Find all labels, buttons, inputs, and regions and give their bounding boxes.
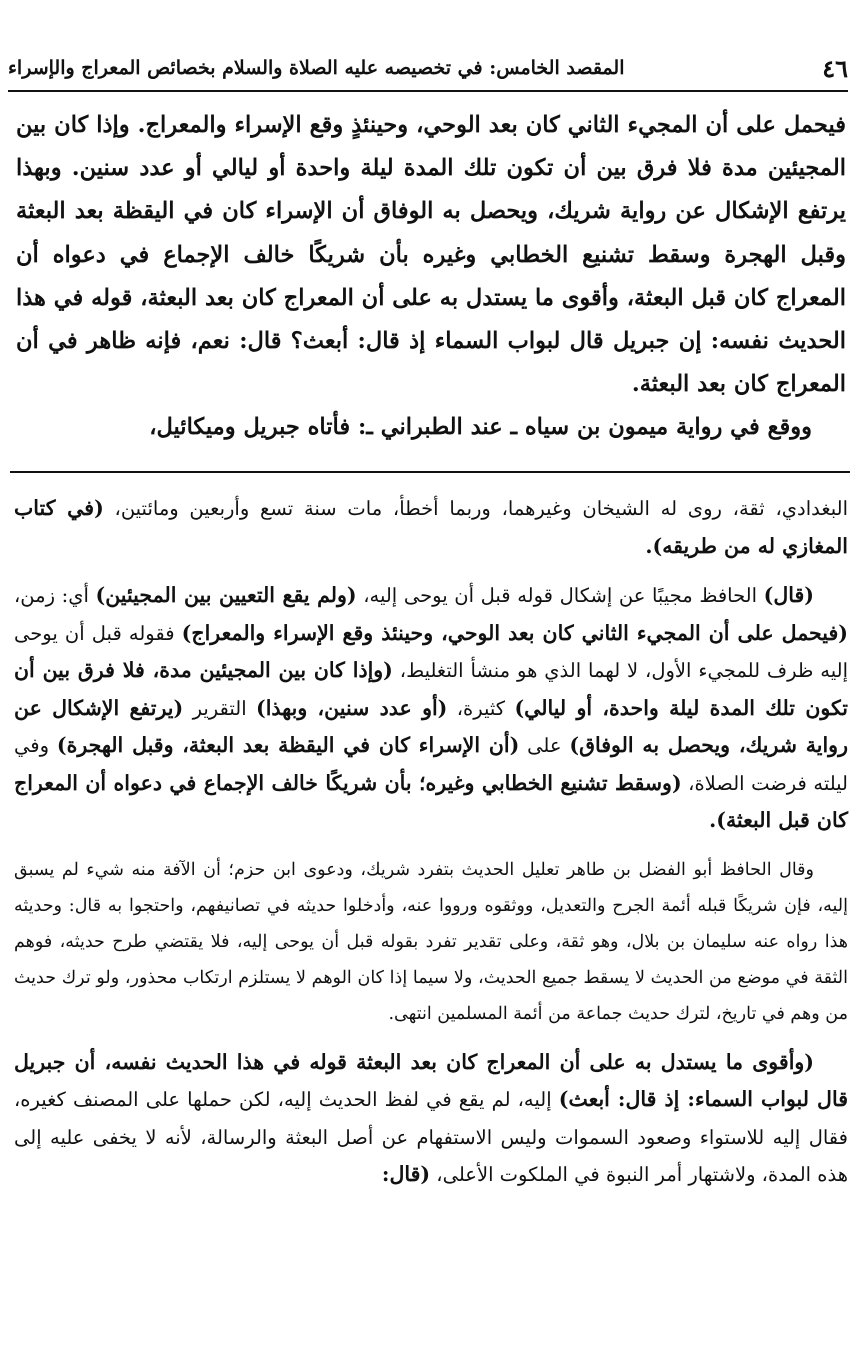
quoted-text: (يرتفع الإشكال عن رواية شريك، ويحصل به الوفاق) xyxy=(14,695,848,757)
quoted-text: (وأقوى ما يستدل به على أن المعراج كان بعد البعثة قوله في هذا الحديث نفسه، أن جبريل قال لبواب السماء: إذ قال: أبعث) xyxy=(14,1049,848,1111)
quoted-text: (ولم يقع التعيين بين المجيئين) xyxy=(95,583,357,607)
page-number: ٤٦ xyxy=(822,53,848,83)
quoted-text: (أو عدد سنين، وبهذا) xyxy=(256,695,448,720)
commentary-paragraph xyxy=(14,490,848,565)
commentary-text: فقوله قبل أن يوحى إليه ظرف للمجيء الأول، لا لهما الذي هو منشأ التغليط، xyxy=(14,621,849,682)
commentary-text: البغدادي، ثقة، روى له الشيخان وغيرهما، وربما أخطأ، مات سنة تسع وأربعين ومائتين، xyxy=(103,497,848,520)
commentary-text: أي: زمن، xyxy=(14,584,96,607)
quoted-text: (فيحمل على أن المجيء الثاني كان بعد الوحي، وحينئذ وقع الإسراء والمعراج) xyxy=(181,620,848,645)
commentary-block xyxy=(14,490,848,1194)
quoted-text: (وإذا كان بين المجيئين مدة، فلا فرق بين أن تكون تلك المدة ليلة واحدة، أو ليالي) xyxy=(14,658,849,720)
commentary-text: التقرير xyxy=(183,696,257,720)
section-divider xyxy=(10,471,850,473)
commentary-text: إليه، لم يقع في لفظ الحديث إليه، لكن حملها على المصنف كغيره، فقال إليه للاستواء وصعود السموات وليس الاستفهام عن أصل البعثة والرسالة، لأنه لا يخفى عليه إلى هذه المدة، ولاشتهار أمر النبوة في الملكوت الأعلى، xyxy=(14,1088,848,1186)
commentary-text: كثيرة، xyxy=(447,696,515,720)
quoted-text: (قال: xyxy=(381,1162,431,1186)
quoted-text: (أن الإسراء كان في اليقظة بعد البعثة، وقبل الهجرة) xyxy=(56,733,520,757)
commentary-paragraph: وقال الحافظ أبو الفضل بن طاهر تعليل الحديث بتفرد شريك، ودعوى ابن حزم؛ أن الآفة منه شيء لم يسبق إليه، فإن شريكًا قبله أئمة الجرح والتعديل، ووثقوه ورووا عنه، وأدخلوا حديثه في تصانيفهم، واحتجوا به قال: وحديثه هذا رواه عنه سليمان بن بلال، وهو ثقة، وعلى تقدير تفرد بقوله قبل أن يوحى إليه، فلا يقتضي طرح حديثه، فوهم الثقة في موضع من الحديث لا يسقط جميع الحديث، ولا سيما إذا كان الوهم لا يستلزم ارتكاب محذور، ولو ترك حديث من وهم في تاريخ، لترك حديث جماعة من أئمة المسلمين انتهى. xyxy=(14,859,848,1024)
main-text-block xyxy=(16,104,846,450)
commentary-text: وفي ليلته فرضت الصلاة، xyxy=(14,734,848,795)
quoted-text: (في كتاب المغازي له من طريقه). xyxy=(14,496,848,558)
main-paragraph: فيحمل على أن المجيء الثاني كان بعد الوحي، وحينئذٍ وقع الإسراء والمعراج. وإذا كان بين المجيئين مدة فلا فرق بين أن تكون تلك المدة ليلة واحدة أو ليالي أو عدد سنين. وبهذا يرتفع الإشكال عن رواية شريك، ويحصل به الوفاق أن الإسراء كان في اليقظة بعد البعثة وقبل الهجرة وسقط تشنيع الخطابي وغيره بأن شريكًا خالف الإجماع في دعواه أن المعراج كان قبل البعثة، وأقوى ما يستدل به على أن المعراج كان بعد البعثة، قوله في هذا الحديث نفسه: إن جبريل قال لبواب السماء إذ قال: أبعث؟ قال: نعم، فإنه ظاهر في أن المعراج كان بعد البعثة. xyxy=(16,112,846,398)
chapter-title: المقصد الخامس: في تخصيصه عليه الصلاة والسلام بخصائص المعراج والإسراء xyxy=(8,57,625,79)
commentary-text: على xyxy=(519,734,570,757)
quoted-text: (قال) xyxy=(763,583,815,607)
main-paragraph: ووقع في رواية ميمون بن سياه ـ عند الطبراني ـ: فأتاه جبريل وميكائيل، xyxy=(149,414,812,441)
quoted-text: (وسقط تشنيع الخطابي وغيره؛ بأن شريكًا خالف الإجماع في دعواه أن المعراج كان قبل البعثة). xyxy=(14,770,848,832)
commentary-paragraph xyxy=(14,577,848,840)
commentary-paragraph xyxy=(14,1044,848,1194)
running-header xyxy=(8,46,848,92)
commentary-text: الحافظ مجيبًا عن إشكال قوله قبل أن يوحى إليه، xyxy=(356,584,764,607)
